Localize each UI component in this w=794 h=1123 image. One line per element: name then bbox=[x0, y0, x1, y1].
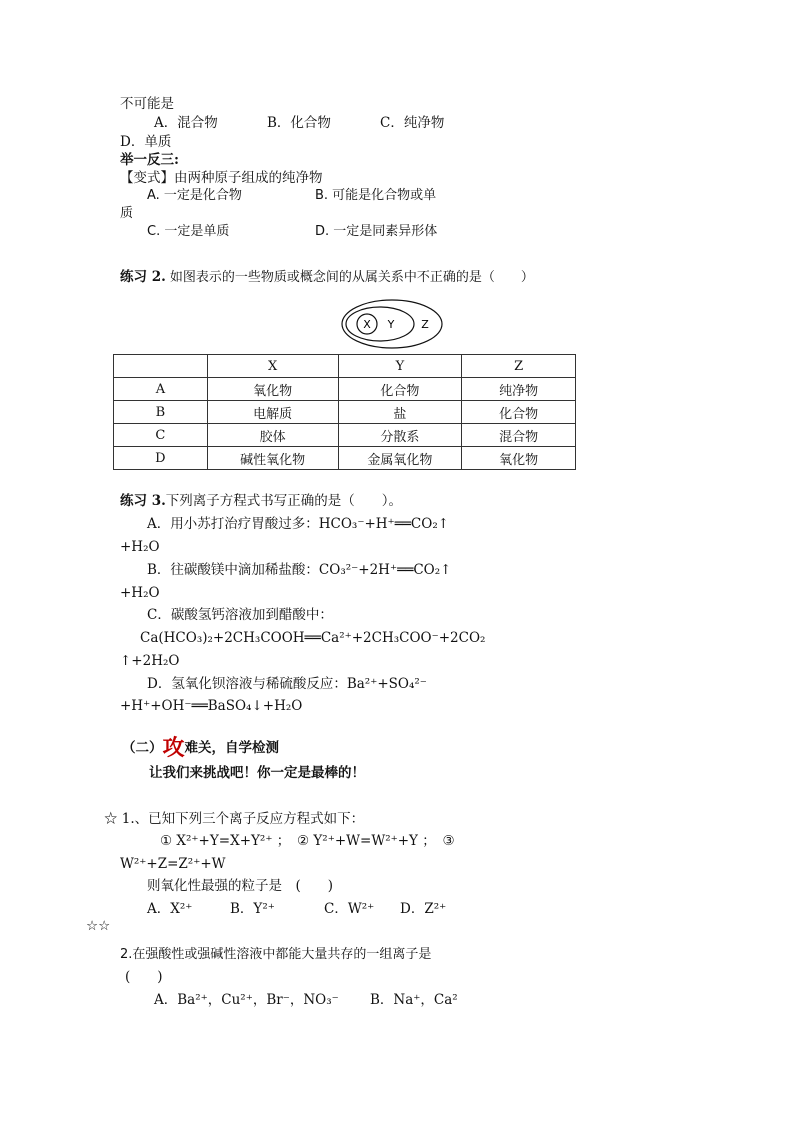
table-cell: 氧化物 bbox=[207, 378, 338, 401]
variant-option-d: D. 一定是同素异形体 bbox=[315, 224, 438, 239]
table-row bbox=[114, 447, 576, 470]
table-cell: 胶体 bbox=[207, 424, 338, 447]
question-stem-tail: 不可能是 bbox=[120, 96, 174, 112]
table-row bbox=[114, 424, 576, 447]
exercise-2-label: 练习 2. bbox=[120, 269, 166, 285]
q1-ask: 则氧化性最强的粒子是 ( ) bbox=[147, 878, 334, 894]
q2-option-b: B．Na⁺，Ca² bbox=[370, 992, 458, 1008]
difficulty-stars-icon: ☆☆ bbox=[86, 918, 111, 934]
ex3-option-c-cont: ↑+2H₂O bbox=[120, 653, 180, 669]
concept-table bbox=[113, 354, 576, 470]
table-cell: 盐 bbox=[338, 401, 462, 424]
section-2-slogan: 让我们来挑战吧！你一定是最棒的！ bbox=[149, 765, 365, 781]
ex3-option-d-cont: +H⁺+OH⁻══BaSO₄↓+H₂O bbox=[120, 698, 303, 714]
option-c: C．纯净物 bbox=[380, 115, 445, 131]
table-header-cell: X bbox=[207, 355, 338, 378]
q1-equations-cont: W²⁺+Z=Z²⁺+W bbox=[120, 856, 226, 872]
q1-stem: 1.、已知下列三个离子反应方程式如下： bbox=[121, 811, 365, 827]
q2-option-a: A．Ba²⁺，Cu²⁺，Br⁻，NO₃⁻ bbox=[154, 992, 339, 1008]
table-header-cell: Y bbox=[338, 355, 462, 378]
section-2-title bbox=[122, 735, 280, 763]
table-cell: 氧化物 bbox=[462, 447, 576, 470]
q1-line bbox=[104, 810, 364, 828]
table-cell: C bbox=[114, 424, 208, 447]
table-header-cell bbox=[114, 355, 208, 378]
variant-option-c: C. 一定是单质 bbox=[147, 224, 230, 239]
table-header-row bbox=[114, 355, 576, 378]
section-2-emphasis: 攻 bbox=[162, 735, 185, 761]
q1-option-c: C．W²⁺ bbox=[324, 901, 375, 917]
ellipse-y bbox=[346, 307, 414, 341]
q2-paren: ( ) bbox=[125, 969, 163, 985]
table-header-cell: Z bbox=[462, 355, 576, 378]
venn-diagram bbox=[340, 298, 445, 350]
table-cell: A bbox=[114, 378, 208, 401]
ex3-option-a: A．用小苏打治疗胃酸过多：HCO₃⁻+H⁺══CO₂↑ bbox=[147, 516, 450, 532]
variant-option-b: B. 可能是化合物或单 bbox=[315, 188, 437, 203]
ex3-option-b-cont: +H₂O bbox=[120, 585, 160, 601]
section-2-title-rest: 难关，自学检测 bbox=[184, 740, 280, 756]
q1-equations: ① X²⁺+Y=X+Y²⁺ ； ② Y²⁺+W=W²⁺+Y ； ③ bbox=[160, 833, 455, 849]
ex3-option-b: B．往碳酸镁中滴加稀盐酸：CO₃²⁻+2H⁺══CO₂↑ bbox=[147, 562, 452, 578]
venn-label-x: X bbox=[363, 318, 371, 331]
variant-stem: 【变式】由两种原子组成的纯净物 bbox=[120, 170, 323, 186]
exercise-3-title bbox=[120, 492, 402, 510]
table-cell: 化合物 bbox=[338, 378, 462, 401]
table-cell: 金属氧化物 bbox=[338, 447, 462, 470]
variant-option-b-cont: 质 bbox=[120, 206, 134, 221]
section-2-prefix: （二） bbox=[122, 740, 163, 756]
table-row bbox=[114, 401, 576, 424]
venn-label-y: Y bbox=[387, 318, 395, 331]
table-cell: 电解质 bbox=[207, 401, 338, 424]
exercise-3-label: 练习 3. bbox=[120, 493, 166, 509]
table-cell: B bbox=[114, 401, 208, 424]
table-cell: 纯净物 bbox=[462, 378, 576, 401]
exercise-2-text: 如图表示的一些物质或概念间的从属关系中不正确的是（ ） bbox=[165, 270, 534, 285]
variant-option-a: A. 一定是化合物 bbox=[147, 188, 242, 203]
ex3-option-d: D．氢氧化钡溶液与稀硫酸反应：Ba²⁺+SO₄²⁻ bbox=[147, 676, 427, 692]
table-cell: D bbox=[114, 447, 208, 470]
table-row bbox=[114, 378, 576, 401]
table-cell: 分散系 bbox=[338, 424, 462, 447]
option-a: A．混合物 bbox=[154, 115, 218, 131]
q1-option-a: A．X²⁺ bbox=[147, 901, 193, 917]
exercise-2-title bbox=[120, 268, 534, 287]
q2-stem: 2.在强酸性或强碱性溶液中都能大量共存的一组离子是 bbox=[120, 947, 432, 962]
exercise-3-text: 下列离子方程式书写正确的是（ ）。 bbox=[165, 493, 403, 509]
ex3-option-c-equation: Ca(HCO₃)₂+2CH₃COOH══Ca²⁺+2CH₃COO⁻+2CO₂ bbox=[140, 630, 486, 646]
difficulty-star-icon: ☆ bbox=[104, 811, 118, 827]
table-cell: 化合物 bbox=[462, 401, 576, 424]
option-d: D．单质 bbox=[120, 134, 172, 150]
option-b: B．化合物 bbox=[267, 115, 331, 131]
ex3-option-a-cont: +H₂O bbox=[120, 539, 160, 555]
table-cell: 碱性氧化物 bbox=[207, 447, 338, 470]
table-cell: 混合物 bbox=[462, 424, 576, 447]
variant-heading: 举一反三: bbox=[120, 152, 179, 168]
ex3-option-c: C．碳酸氢钙溶液加到醋酸中： bbox=[147, 607, 333, 623]
q1-option-d: D．Z²⁺ bbox=[400, 901, 447, 917]
q1-option-b: B．Y²⁺ bbox=[230, 901, 275, 917]
venn-label-z: Z bbox=[421, 318, 429, 331]
